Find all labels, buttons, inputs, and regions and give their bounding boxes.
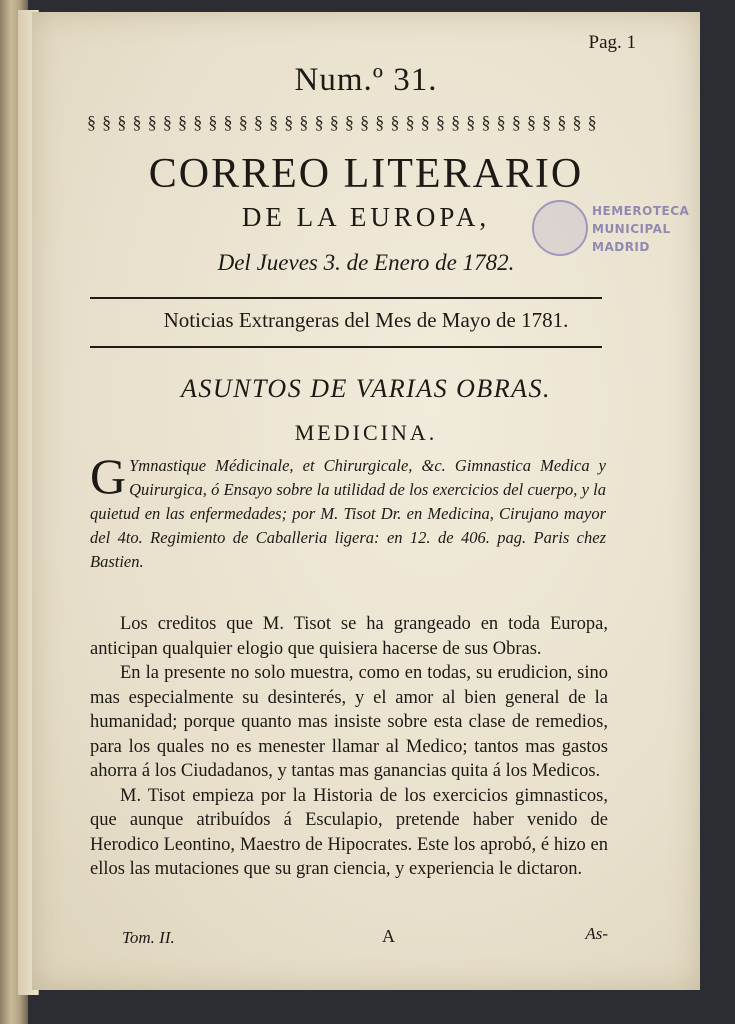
- ornament-glyph: §: [420, 112, 430, 132]
- catchword: As-: [585, 924, 608, 943]
- ornament-glyph: §: [299, 112, 309, 132]
- ornament-glyph: §: [511, 112, 521, 132]
- ornament-glyph: §: [405, 112, 415, 132]
- paragraph: M. Tisot empieza por la Historia de los exercicios gimnasticos, que aunque atribuídos á Esculapio, pretende haber venido de Herodico Leontino, Maestro de Hipocrates. Este los aprobó, é hizo en ellos las mutaciones que su gran ciencia, y experiencia le dictaron.: [90, 785, 608, 879]
- ornament-glyph: §: [269, 112, 279, 132]
- issue-number: Num.º 31.: [294, 62, 438, 98]
- issue-date: Del Jueves 3. de Enero de 1782.: [217, 250, 515, 275]
- drop-cap: G: [90, 448, 127, 504]
- divider-bottom: [90, 346, 602, 348]
- ornament-glyph: §: [360, 112, 370, 132]
- ornament-glyph: §: [208, 112, 218, 132]
- ornament-glyph: §: [329, 112, 339, 132]
- masthead-subtitle: DE LA EUROPA,: [241, 202, 491, 232]
- ornament-glyph: §: [390, 112, 400, 132]
- ornament-glyph: §: [451, 112, 461, 132]
- ornament-glyph: §: [526, 112, 536, 132]
- ornament-glyph: §: [587, 112, 597, 132]
- stamp-text: MADRID: [592, 240, 650, 254]
- article-body: [90, 612, 608, 882]
- stamp-seal-icon: [532, 200, 588, 256]
- ornament-band: [87, 112, 597, 132]
- ornament-glyph: §: [435, 112, 445, 132]
- ornament-glyph: §: [223, 112, 233, 132]
- paragraph: Los creditos que M. Tisot se ha grangeado en toda Europa, anticipan qualquier elogio que quisiera hacerse de sus Obras.: [90, 614, 608, 659]
- stamp-text: HEMEROTECA: [592, 204, 690, 218]
- book-entry-text: Ymnastique Médicinale, et Chirurgicale, &c. Gimnastica Medica y Quirurgica, ó Ensayo sobre la utilidad de los exercicios del cuerpo, y la quietud en las enfermedades; por M. Tisot Dr. en Medicina, Cirujano mayor del 4to. Regimiento de Caballeria ligera: en 12. de 406. pag. Paris chez Bastien.: [90, 456, 606, 571]
- ornament-glyph: §: [496, 112, 506, 132]
- library-stamp: [532, 192, 690, 262]
- ornament-glyph: §: [375, 112, 385, 132]
- ornament-glyph: §: [238, 112, 248, 132]
- volume-label: Tom. II.: [122, 928, 175, 947]
- stamp-text: MUNICIPAL: [592, 222, 671, 236]
- section-heading: ASUNTOS DE VARIAS OBRAS.: [180, 374, 552, 403]
- ornament-glyph: §: [117, 112, 127, 132]
- page-number: Pag. 1: [588, 32, 636, 53]
- ornament-glyph: §: [87, 112, 96, 132]
- ornament-glyph: §: [193, 112, 203, 132]
- ornament-glyph: §: [132, 112, 142, 132]
- ornament-glyph: §: [481, 112, 491, 132]
- ornament-glyph: §: [314, 112, 324, 132]
- paragraph: En la presente no solo muestra, como en todas, su erudicion, sino mas especialmente su desinterés, y el amor al bien general de la humanidad; porque quanto mas insiste sobre esta clase de remedios, para los quales no es menester llamar al Medico; tantos mas gastos ahorra á los Ciudadanos, y tantas mas ganancias quita á los Medicos.: [90, 663, 608, 781]
- ornament-glyph: §: [542, 112, 552, 132]
- ornament-glyph: §: [344, 112, 354, 132]
- book-entry: [90, 448, 606, 574]
- ornament-glyph: §: [284, 112, 294, 132]
- divider-top: [90, 297, 602, 299]
- document-page: [32, 12, 700, 990]
- masthead-title: CORREO LITERARIO: [148, 151, 584, 197]
- ornament-glyph: §: [557, 112, 567, 132]
- ornament-glyph: §: [178, 112, 188, 132]
- ornament-glyph: §: [253, 112, 263, 132]
- ornament-glyph: §: [466, 112, 476, 132]
- signature-mark: A: [382, 926, 395, 946]
- ornament-glyph: §: [162, 112, 172, 132]
- section-banner: Noticias Extrangeras del Mes de Mayo de 1781.: [163, 308, 569, 332]
- ornament-glyph: §: [147, 112, 157, 132]
- ornament-glyph: §: [102, 112, 112, 132]
- subsection-heading: MEDICINA.: [294, 420, 438, 445]
- ornament-glyph: §: [572, 112, 582, 132]
